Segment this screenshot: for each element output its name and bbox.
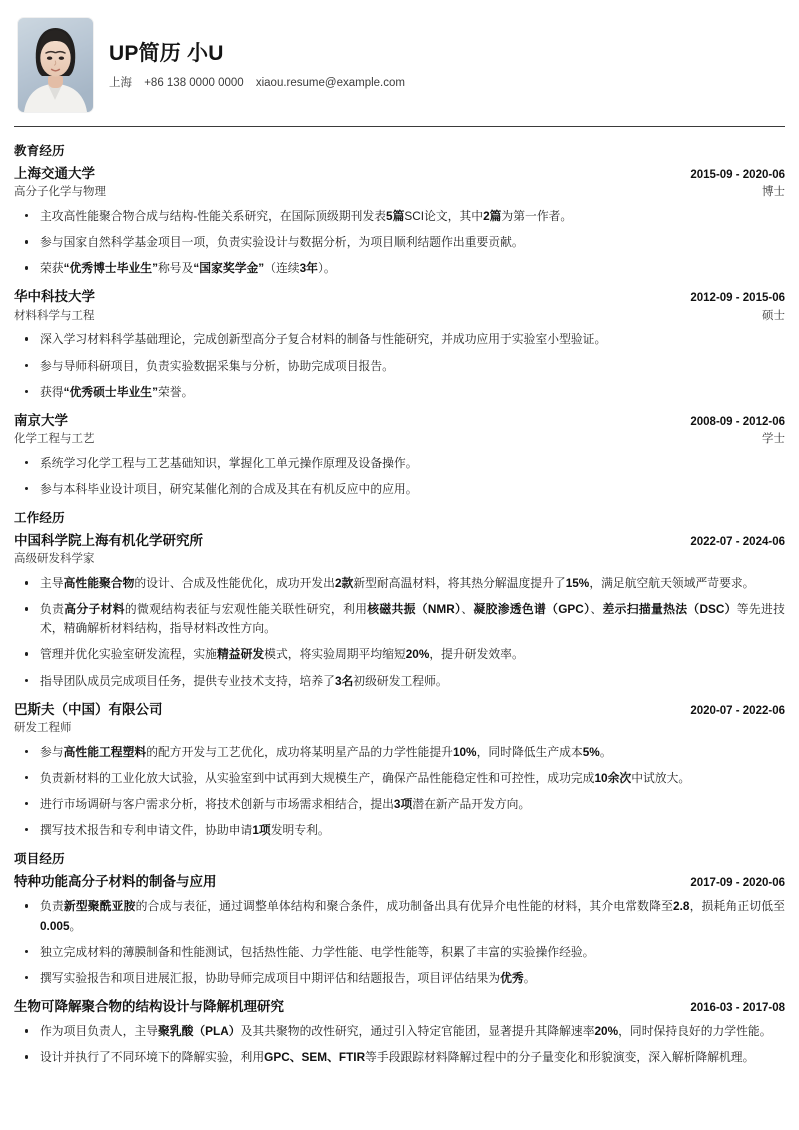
bullet-item: 系统学习化学工程与工艺基础知识，掌握化工单元操作原理及设备操作。 xyxy=(14,454,785,473)
entry xyxy=(14,531,785,691)
entry-subtitle: 材料科学与工程 xyxy=(14,309,95,322)
entry-header-row xyxy=(14,164,785,184)
bullet-item: 参与导师科研项目，负责实验数据采集与分析，协助完成项目报告。 xyxy=(14,357,785,376)
bullet-item: 负责新材料的工业化放大试验，从实验室到中试再到大规模生产，确保产品性能稳定性和可控性，成功完成10余次中试放大。 xyxy=(14,769,785,788)
bullet-list xyxy=(14,330,785,401)
entry-subtitle: 化学工程与工艺 xyxy=(14,433,95,446)
entry-subtitle: 高级研发科学家 xyxy=(14,553,95,566)
entry-header-row xyxy=(14,872,785,892)
bullet-item: 指导团队成员完成项目任务，提供专业技术支持，培养了3名初级研发工程师。 xyxy=(14,672,785,691)
entry xyxy=(14,700,785,841)
bullet-item: 撰写技术报告和专利申请文件，协助申请1项发明专利。 xyxy=(14,821,785,840)
entry-header-row xyxy=(14,287,785,307)
portrait-photo-icon xyxy=(18,18,93,112)
bullet-item: 深入学习材料科学基础理论，完成创新型高分子复合材料的制备与性能研究，并成功应用于实验室小型验证。 xyxy=(14,330,785,349)
resume-sections xyxy=(14,141,785,1067)
bullet-item: 主攻高性能聚合物合成与结构-性能关系研究，在国际顶级期刊发表5篇SCI论文，其中2篇为第一作者。 xyxy=(14,207,785,226)
entry-title: 华中科技大学 xyxy=(14,289,95,305)
entry-subtitle: 研发工程师 xyxy=(14,721,72,734)
entry-degree: 博士 xyxy=(762,186,785,199)
header-divider xyxy=(14,126,785,127)
bullet-item: 参与国家自然科学基金项目一项，负责实验设计与数据分析，为项目顺利结题作出重要贡献。 xyxy=(14,233,785,252)
contact-phone: +86 138 0000 0000 xyxy=(144,77,244,90)
entry-date: 2012-09 - 2015-06 xyxy=(690,292,785,305)
entry-header-row xyxy=(14,531,785,551)
entry-title: 上海交通大学 xyxy=(14,166,95,181)
contact-email: xiaou.resume@example.com xyxy=(255,77,405,90)
entry-title: 巴斯夫（中国）有限公司 xyxy=(14,701,163,717)
bullet-item: 参与本科毕业设计项目，研究某催化剂的合成及其在有机反应中的应用。 xyxy=(14,480,785,499)
page-title: UP简历 小U xyxy=(109,41,224,65)
bullet-list xyxy=(14,454,785,499)
identity-block xyxy=(109,39,405,91)
entry-date: 2016-03 - 2017-08 xyxy=(690,1001,785,1014)
entry-title: 生物可降解聚合物的结构设计与降解机理研究 xyxy=(14,998,284,1014)
section-title: 工作经历 xyxy=(14,511,65,526)
contact-location: 上海 xyxy=(109,77,132,90)
bullet-list xyxy=(14,574,785,691)
entry-title: 特种功能高分子材料的制备与应用 xyxy=(14,874,217,890)
bullet-list xyxy=(14,743,785,840)
entry-header-row xyxy=(14,997,785,1017)
bullet-item: 荣获“优秀博士毕业生”称号及“国家奖学金”（连续3年）。 xyxy=(14,259,785,278)
section-title: 项目经历 xyxy=(14,852,65,867)
bullet-list xyxy=(14,1022,785,1067)
entry-date: 2020-07 - 2022-06 xyxy=(690,704,785,717)
entry xyxy=(14,411,785,499)
contact-line xyxy=(109,76,405,91)
bullet-item: 主导高性能聚合物的设计、合成及性能优化，成功开发出2款新型耐高温材料，将其热分解温度提升了15%，满足航空航天领域严苛要求。 xyxy=(14,574,785,593)
entry-subtitle: 高分子化学与物理 xyxy=(14,186,106,199)
bullet-list xyxy=(14,897,785,987)
section-title: 教育经历 xyxy=(14,144,65,158)
entry-sub-row xyxy=(14,720,785,738)
entry-date: 2015-09 - 2020-06 xyxy=(690,169,785,181)
bullet-list xyxy=(14,207,785,278)
entry-sub-row xyxy=(14,431,785,449)
entry xyxy=(14,164,785,278)
section-education xyxy=(14,141,785,499)
entry-sub-row xyxy=(14,308,785,326)
bullet-item: 作为项目负责人，主导聚乳酸（PLA）及其共聚物的改性研究，通过引入特定官能团，显著提升其降解速率20%，同时保持良好的力学性能。 xyxy=(14,1022,785,1041)
section-work xyxy=(14,508,785,840)
entry-date: 2008-09 - 2012-06 xyxy=(690,415,785,428)
bullet-item: 独立完成材料的薄膜制备和性能测试，包括热性能、力学性能、电学性能等，积累了丰富的实验操作经验。 xyxy=(14,943,785,962)
bullet-item: 获得“优秀硕士毕业生”荣誉。 xyxy=(14,383,785,402)
bullet-item: 参与高性能工程塑料的配方开发与工艺优化，成功将某明星产品的力学性能提升10%，同时降低生产成本5%。 xyxy=(14,743,785,762)
entry-date: 2017-09 - 2020-06 xyxy=(690,877,785,890)
entry xyxy=(14,287,785,401)
entry-date: 2022-07 - 2024-06 xyxy=(690,536,785,549)
bullet-item: 撰写实验报告和项目进展汇报，协助导师完成项目中期评估和结题报告，项目评估结果为优秀。 xyxy=(14,969,785,988)
entry-degree: 硕士 xyxy=(762,309,785,322)
entry-header-row xyxy=(14,700,785,720)
entry xyxy=(14,872,785,988)
entry xyxy=(14,997,785,1067)
resume-header xyxy=(14,12,785,122)
entry-sub-row xyxy=(14,184,785,202)
bullet-item: 设计并执行了不同环境下的降解实验，利用GPC、SEM、FTIR等手段跟踪材料降解过程中的分子量变化和形貌演变，深入解析降解机理。 xyxy=(14,1048,785,1067)
entry-header-row xyxy=(14,411,785,431)
entry-title: 中国科学院上海有机化学研究所 xyxy=(14,533,203,549)
entry-sub-row xyxy=(14,551,785,569)
section-projects xyxy=(14,849,785,1067)
bullet-item: 负责高分子材料的微观结构表征与宏观性能关联性研究，利用核磁共振（NMR）、凝胶渗透色谱（GPC）、差示扫描量热法（DSC）等先进技术，精确解析材料结构，指导材料改性方向。 xyxy=(14,600,785,638)
bullet-item: 管理并优化实验室研发流程，实施精益研发模式，将实验周期平均缩短20%，提升研发效率。 xyxy=(14,645,785,664)
bullet-item: 进行市场调研与客户需求分析，将技术创新与市场需求相结合，提出3项潜在新产品开发方向。 xyxy=(14,795,785,814)
entry-title: 南京大学 xyxy=(14,412,68,428)
entry-degree: 学士 xyxy=(762,433,785,446)
bullet-item: 负责新型聚酰亚胺的合成与表征，通过调整单体结构和聚合条件，成功制备出具有优异介电性能的材料，其介电常数降至2.8，损耗角正切低至0.005。 xyxy=(14,897,785,935)
